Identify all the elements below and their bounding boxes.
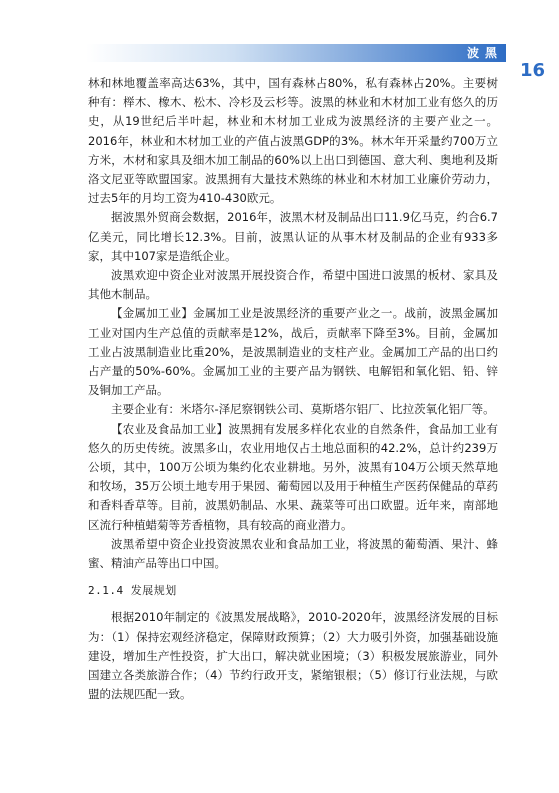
paragraph-agriculture: 【农业及食品加工业】波黑拥有发展多样化农业的自然条件，食品加工业有悠久的历史传统。波黑多山，农业用地仅占土地总面积的42.2%，总计约239万公顷，其中，100万公顷为集约化农业耕地。另外，波黑有104万公顷天然草地和牧场，35万公顷土地专用于果园、葡萄园以及用于种植生产医药保健品的草药和香料香草等。目前，波黑奶制品、水果、蔬菜等可出口欧盟。近年来，南部地区流行种植蜡菊等芳香植物，具有较高的商业潜力。	[88, 421, 498, 532]
paragraph-agri-invest: 波黑希望中资企业投资波黑农业和食品加工业，将波黑的葡萄酒、果汁、蜂蜜、精油产品等出口中国。	[88, 536, 498, 571]
paragraph-wood-export: 据波黑外贸商会数据，2016年，波黑木材及制品出口11.9亿马克，约合6.7亿美元，同比增长12.3%。目前，波黑认证的从事木材及制品的企业有933多家，其中107家是造纸企业。	[88, 210, 498, 263]
paragraph-development-plan: 根据2010年制定的《波黑发展战略》，2010-2020年，波黑经济发展的目标为：（1）保持宏观经济稳定，保障财政预算；（2）大力吸引外资，加强基础设施建设，增加生产性投资，扩大出口，解决就业困境；（3）积极发展旅游业，同外国建立各类旅游合作；（4）节约行政开支，紧缩银根；（5）修订行业法规，与欧盟的法规匹配一致。	[88, 610, 498, 702]
page-number: 16	[519, 60, 545, 81]
section-heading: 2.1.4 发展规划	[88, 584, 177, 598]
header-bar	[86, 44, 506, 62]
page-body	[88, 74, 498, 705]
paragraph-forestry: 林和林地覆盖率高达63%，其中，国有森林占80%，私有森林占20%。主要树种有：榉木、橡木、松木、冷杉及云杉等。波黑的林业和木材加工业有悠久的历史，从19世纪后半叶起，林业和木材加工业成为波黑经济的主要产业之一。2016年，林业和木材加工业的产值占波黑GDP的3%。林木年开采量约700万立方米，木材和家具及细木加工制品的60%以上出口到德国、意大利、奥地利及斯洛文尼亚等欧盟国家。波黑拥有大量技术熟练的林业和木材加工业廉价劳动力，过去5年的月均工资为410-430欧元。	[88, 76, 498, 206]
paragraph-wood-invest: 波黑欢迎中资企业对波黑开展投资合作，希望中国进口波黑的板材、家具及其他木制品。	[88, 268, 498, 302]
paragraph-metal: 【金属加工业】金属加工业是波黑经济的重要产业之一。战前，波黑金属加工业对国内生产总值的贡献率是12%，战后，贡献率下降至3%。目前，金属加工业占波黑制造业比重20%，是波黑制造业的支柱产业。金属加工产品的出口约占产量的50%-60%。金属加工业的主要产品为钢铁、电解铝和氧化铝、铅、锌及铜加工产品。	[88, 306, 498, 398]
paragraph-metal-companies: 主要企业有：米塔尔-泽尼察钢铁公司、莫斯塔尔铝厂、比拉茨氧化铝厂等。	[111, 402, 495, 417]
running-header-title: 波黑	[466, 46, 503, 60]
